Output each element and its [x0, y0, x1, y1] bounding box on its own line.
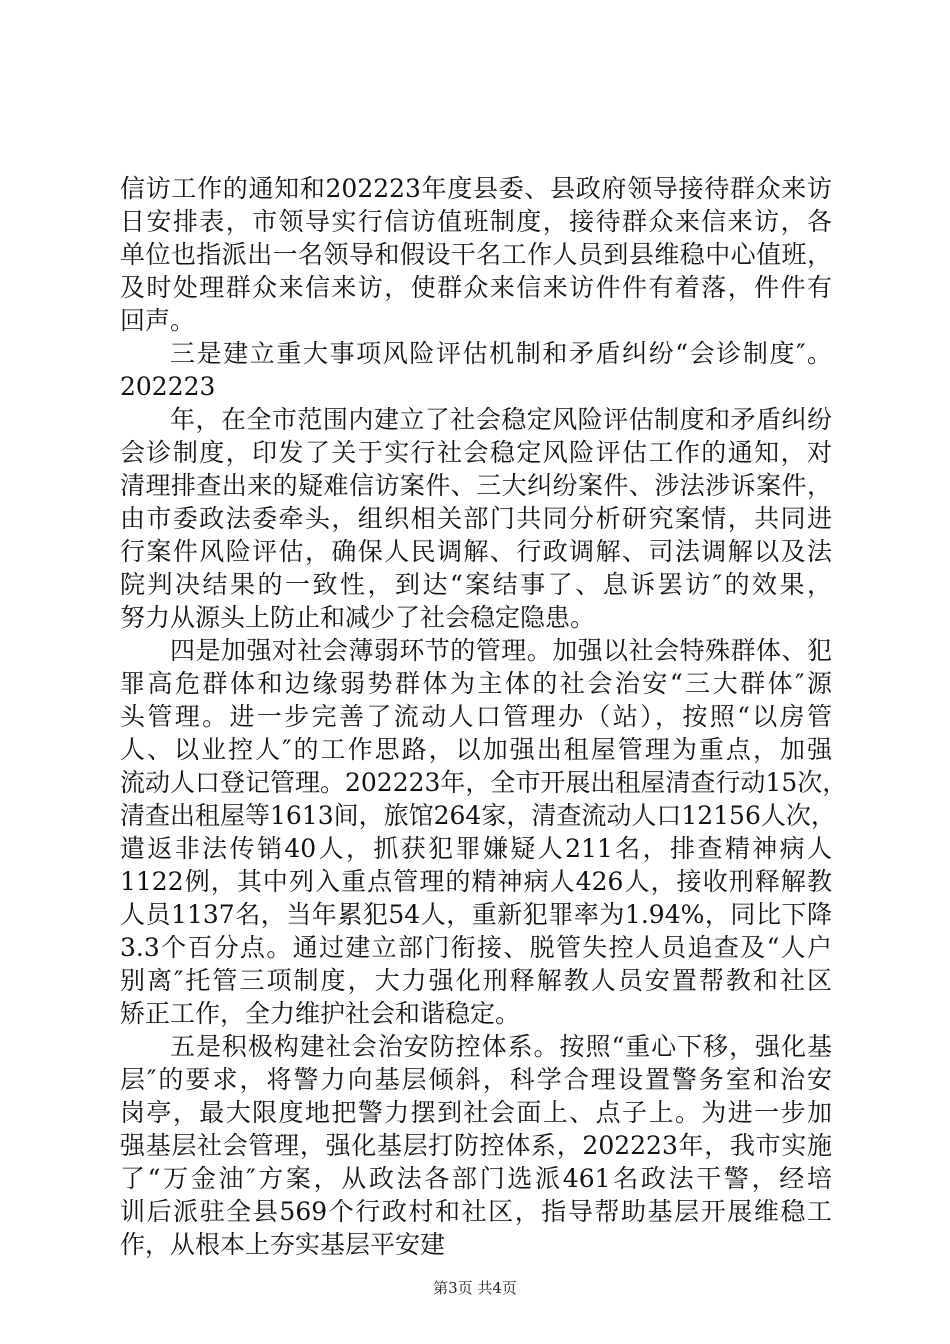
text-line: 单位也指派出一名领导和假设干名工作人员到县维稳中心值班， [120, 240, 832, 269]
text-line: 清理排查出来的疑难信访案件、三大纠纷案件、涉法涉诉案件， [120, 471, 832, 500]
text-line: 流动人口登记管理。202223年，全市开展出租屋清查行动15次， [120, 768, 848, 797]
text-line: 清查出租屋等1613间，旅馆264家，清查流动人口12156人次， [120, 801, 836, 830]
text-line: 层″的要求，将警力向基层倾斜，科学合理设置警务室和治安 [120, 1065, 832, 1094]
text-line: 矫正工作，全力维护社会和谐稳定。 [120, 999, 521, 1028]
text-line: 信访工作的通知和202223年度县委、县政府领导接待群众来访 [120, 174, 832, 203]
text-line: 202223 [120, 372, 216, 401]
text-line: 努力从源头上防止和减少了社会稳定隐患。 [120, 603, 596, 632]
text-line: 头管理。进一步完善了流动人口管理办（站），按照“以房管 [120, 702, 832, 731]
text-line: 岗亭，最大限度地把警力摆到社会面上、点子上。为进一步加 [120, 1098, 832, 1127]
text-line: 行案件风险评估，确保人民调解、行政调解、司法调解以及法 [120, 537, 832, 566]
text-line: 遣返非法传销40人，抓获犯罪嫌疑人211名，排查精神病人 [120, 834, 832, 863]
text-line: 3.3个百分点。通过建立部门衔接、脱管失控人员追查及“人户 [120, 933, 832, 962]
text-line: 由市委政法委牵头，组织相关部门共同分析研究案情，共同进 [120, 504, 832, 533]
text-line: 及时处理群众来信来访，使群众来信来访件件有着落，件件有 [120, 273, 832, 302]
text-line: 院判决结果的一致性，到达“案结事了、息诉罢访″的效果， [120, 570, 832, 599]
text-line: 别离″托管三项制度，大力强化刑释解教人员安置帮教和社区 [120, 966, 832, 995]
text-line: 训后派驻全县569个行政村和社区，指导帮助基层开展维稳工 [120, 1197, 832, 1226]
text-line: 四是加强对社会薄弱环节的管理。加强以社会特殊群体、犯 [170, 636, 832, 665]
text-line: 了“万金油″方案，从政法各部门选派461名政法干警，经培 [120, 1164, 832, 1193]
text-line: 五是积极构建社会治安防控体系。按照“重心下移，强化基 [170, 1032, 832, 1061]
page-number-footer: 第3页 共4页 [433, 1279, 517, 1297]
text-line: 人、以业控人″的工作思路，以加强出租屋管理为重点，加强 [120, 735, 832, 764]
text-line: 三是建立重大事项风险评估机制和矛盾纠纷“会诊制度″。 [170, 339, 832, 368]
text-line: 罪高危群体和边缘弱势群体为主体的社会治安“三大群体″源 [120, 669, 832, 698]
text-line: 日安排表，市领导实行信访值班制度，接待群众来信来访，各 [120, 207, 832, 236]
text-line: 年，在全市范围内建立了社会稳定风险评估制度和矛盾纠纷 [170, 405, 832, 434]
body-text [120, 172, 848, 1261]
text-line: 会诊制度，印发了关于实行社会稳定风险评估工作的通知，对 [120, 438, 832, 467]
text-line: 人员1137名，当年累犯54人，重新犯罪率为1.94%，同比下降 [120, 900, 832, 929]
text-line: 回声。 [120, 306, 196, 335]
text-line: 强基层社会管理，强化基层打防控体系，202223年，我市实施 [120, 1131, 832, 1160]
text-line: 1122例，其中列入重点管理的精神病人426人，接收刑释解教 [120, 867, 832, 896]
text-line: 作，从根本上夯实基层平安建 [120, 1230, 446, 1259]
